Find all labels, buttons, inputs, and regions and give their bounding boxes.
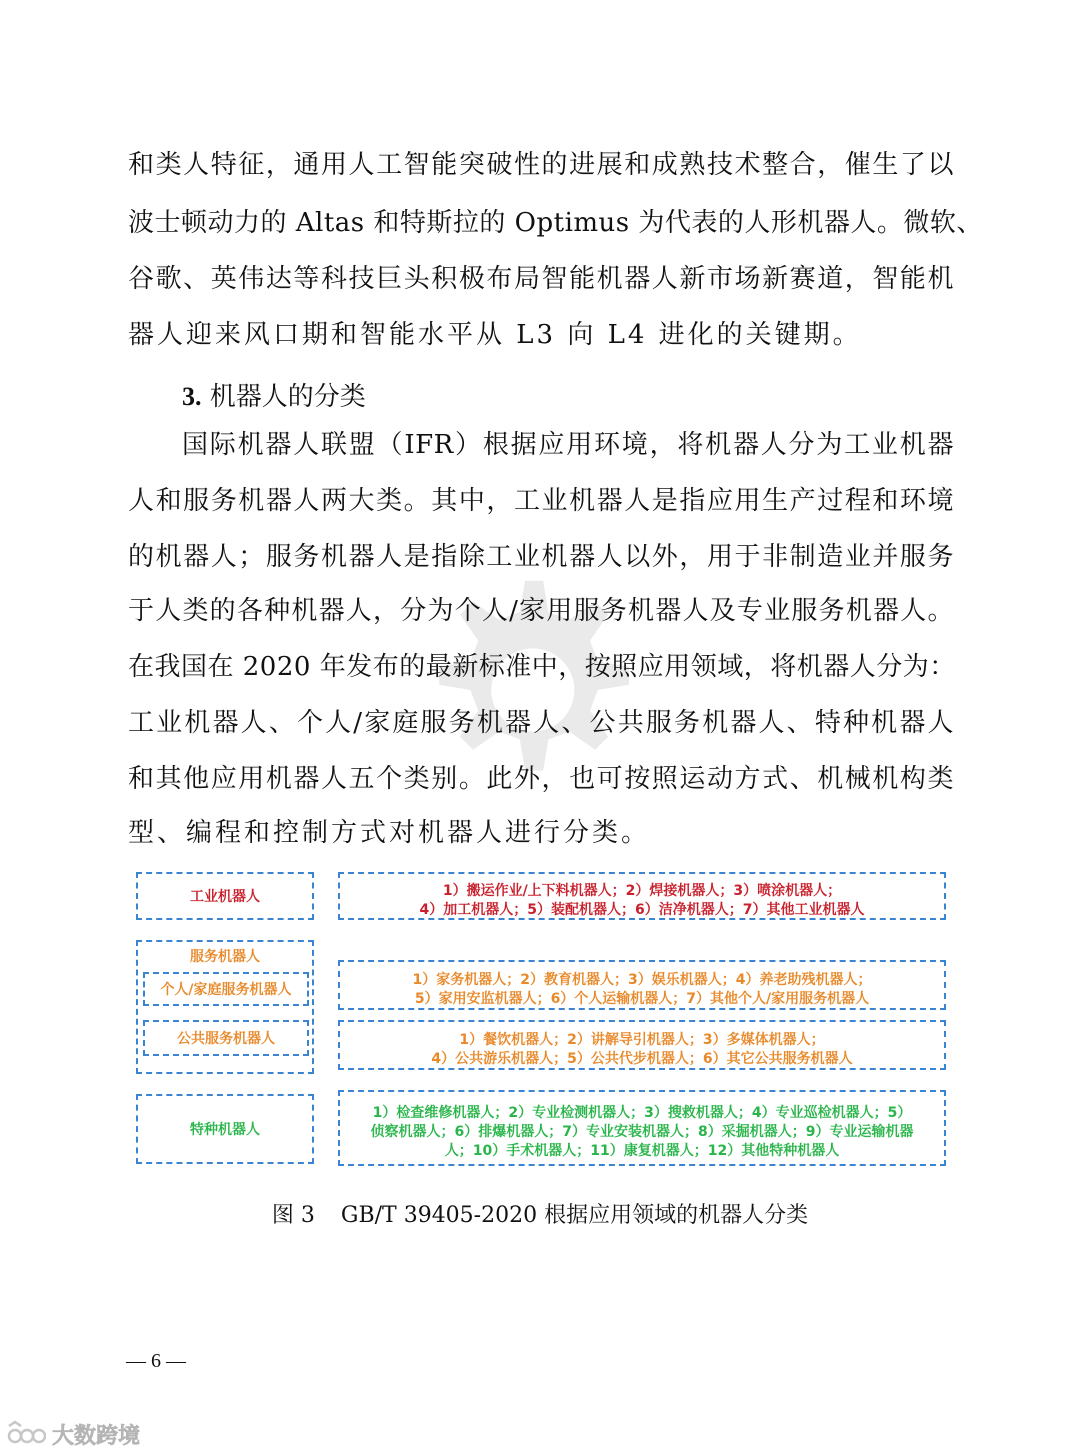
personal-robot-detail-box <box>338 960 946 1010</box>
public-detail-line-2: 4）公共游乐机器人；5）公共代步机器人；6）其它公共服务机器人 <box>431 1051 853 1067</box>
section-heading <box>182 376 366 413</box>
public-robot-label-box <box>143 1020 309 1056</box>
personal-detail-line-1: 1）家务机器人；2）教育机器人；3）娱乐机器人；4）养老助残机器人； <box>412 972 872 988</box>
page-number: — 6 — <box>126 1350 186 1372</box>
special-detail-line-1: 1）检查维修机器人；2）专业检测机器人；3）搜救机器人；4）专业巡检机器人；5） <box>372 1105 912 1121</box>
section-title: 机器人的分类 <box>201 382 366 412</box>
special-robot-detail-box <box>338 1090 946 1166</box>
figure-caption <box>0 1198 1080 1229</box>
personal-detail-line-2: 5）家用安监机器人；6）个人运输机器人；7）其他个人/家用服务机器人 <box>414 991 870 1007</box>
body-line-1: 和类人特征，通用人工智能突破性的进展和成熟技术整合，催生了以 <box>128 150 954 180</box>
industrial-robot-label: 工业机器人 <box>190 889 260 905</box>
industrial-detail-line-1: 1）搬运作业/上下料机器人；2）焊接机器人；3）喷涂机器人； <box>442 883 842 899</box>
industrial-detail-line-2: 4）加工机器人；5）装配机器人；6）洁净机器人；7）其他工业机器人 <box>419 902 865 918</box>
para2-line-5: 在我国在 2020 年发布的最新标准中，按照应用领域，将机器人分为： <box>128 652 956 682</box>
public-robot-label: 公共服务机器人 <box>177 1031 275 1047</box>
special-robot-label-box <box>136 1094 314 1164</box>
special-detail-line-3: 人；10）手术机器人；11）康复机器人；12）其他特种机器人 <box>444 1143 840 1159</box>
public-robot-detail-box <box>338 1020 946 1070</box>
figure-number: 图 3 <box>271 1203 315 1228</box>
service-robot-label: 服务机器人 <box>190 949 260 965</box>
para2-line-7: 和其他应用机器人五个类别。此外，也可按照运动方式、机械机构类 <box>128 764 954 794</box>
personal-robot-label-box <box>143 972 309 1006</box>
para2-line-1: 国际机器人联盟（IFR）根据应用环境，将机器人分为工业机器 <box>182 430 954 460</box>
industrial-robot-detail-box <box>338 872 946 920</box>
brand-text: 大数跨境 <box>52 1423 141 1449</box>
public-detail-line-1: 1）餐饮机器人；2）讲解导引机器人；3）多媒体机器人； <box>459 1032 825 1048</box>
personal-robot-label: 个人/家庭服务机器人 <box>160 982 292 998</box>
para2-line-3: 的机器人；服务机器人是指除工业机器人以外，用于非制造业并服务 <box>128 542 954 572</box>
body-line-3: 谷歌、英伟达等科技巨头积极布局智能机器人新市场新赛道，智能机 <box>128 264 954 294</box>
para2-line-4: 于人类的各种机器人，分为个人/家用服务机器人及专业服务机器人。 <box>128 596 954 626</box>
brand-logo-icon <box>6 1420 46 1448</box>
section-number: 3. <box>182 382 202 411</box>
para2-line-2: 人和服务机器人两大类。其中，工业机器人是指应用生产过程和环境 <box>128 486 954 516</box>
para2-line-6: 工业机器人、个人/家庭服务机器人、公共服务机器人、特种机器人 <box>128 708 954 738</box>
special-robot-label: 特种机器人 <box>190 1122 260 1138</box>
body-line-4: 器人迎来风口期和智能水平从 L3 向 L4 进化的关键期。 <box>128 320 862 350</box>
special-detail-line-2: 侦察机器人；6）排爆机器人；7）专业安装机器人；8）采掘机器人；9）专业运输机器 <box>370 1124 914 1140</box>
para2-line-8: 型、编程和控制方式对机器人进行分类。 <box>128 818 651 848</box>
body-line-2: 波士顿动力的 Altas 和特斯拉的 Optimus 为代表的人形机器人。微软、 <box>128 208 983 238</box>
industrial-robot-label-box <box>136 872 314 920</box>
figure-caption-text: GB/T 39405-2020 根据应用领域的机器人分类 <box>340 1203 809 1228</box>
brand-watermark <box>6 1418 140 1450</box>
